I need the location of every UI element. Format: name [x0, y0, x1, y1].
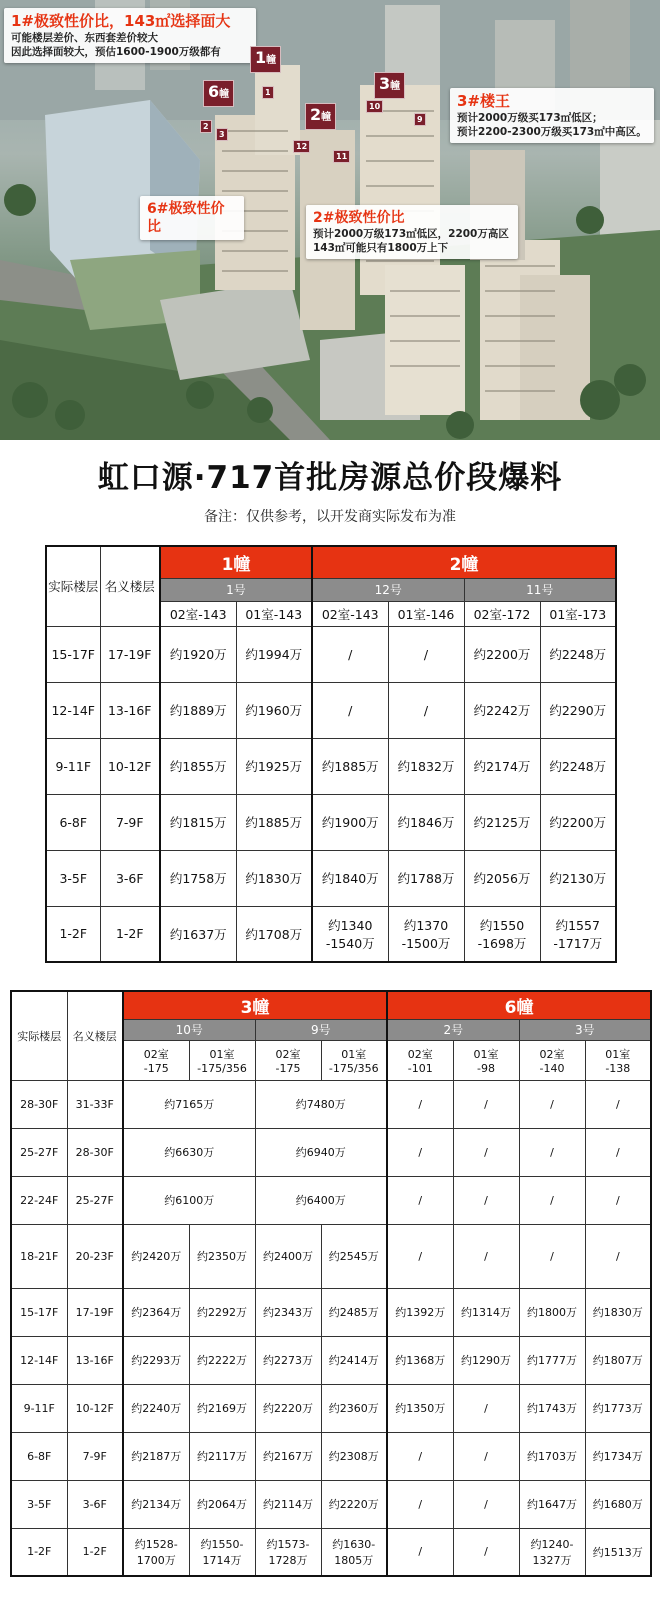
price-cell: 约1773万 [585, 1384, 651, 1432]
actual-floor-cell: 9-11F [11, 1384, 67, 1432]
price-cell: 约1368万 [387, 1336, 453, 1384]
price-cell: 约1889万 [160, 682, 236, 738]
price-cell: 约2169万 [189, 1384, 255, 1432]
price-cell: / [519, 1224, 585, 1288]
room-type-header: 01室 -98 [453, 1040, 519, 1080]
header-actual-floor: 实际楼层 [46, 546, 100, 626]
table-row [46, 626, 616, 682]
actual-floor-cell: 18-21F [11, 1224, 67, 1288]
building-2-marker [305, 103, 336, 130]
table-row [11, 1480, 651, 1528]
price-cell: / [312, 626, 388, 682]
table-row [11, 1176, 651, 1224]
nominal-floor-cell: 13-16F [100, 682, 160, 738]
header-nominal-floor: 名义楼层 [100, 546, 160, 626]
price-cell: 约1994万 [236, 626, 312, 682]
building-6-number: 6 [208, 82, 220, 101]
nominal-floor-cell: 7-9F [100, 794, 160, 850]
header-building-1: 1幢 [160, 546, 312, 578]
price-table-buildings-3-6 [10, 990, 652, 1577]
nominal-floor-cell: 20-23F [67, 1224, 123, 1288]
unit-10-marker: 10 [366, 100, 383, 113]
nominal-floor-cell: 7-9F [67, 1432, 123, 1480]
table-row [46, 738, 616, 794]
callout-1-line: 可能楼层差价、东西套差价较大 [11, 32, 158, 44]
unit-2-marker: 2 [200, 120, 212, 133]
price-cell: / [453, 1176, 519, 1224]
price-cell: / [388, 626, 464, 682]
price-cell: 约2292万 [189, 1288, 255, 1336]
nominal-floor-cell: 10-12F [100, 738, 160, 794]
price-cell: 约1290万 [453, 1336, 519, 1384]
price-cell: 约2350万 [189, 1224, 255, 1288]
price-cell: 约2293万 [123, 1336, 189, 1384]
table-row [46, 682, 616, 738]
actual-floor-cell: 15-17F [11, 1288, 67, 1336]
price-cell: 约1777万 [519, 1336, 585, 1384]
actual-floor-cell: 1-2F [11, 1528, 67, 1576]
price-cell: 约1550 -1698万 [464, 906, 540, 962]
callout-building-3 [450, 88, 654, 143]
room-type-header: 01室-173 [540, 601, 616, 626]
price-cell: 约2485万 [321, 1288, 387, 1336]
room-type-header: 02室-143 [312, 601, 388, 626]
price-cell: 约2248万 [540, 738, 616, 794]
room-type-header: 02室 -140 [519, 1040, 585, 1080]
price-cell: 约1758万 [160, 850, 236, 906]
price-cell: / [453, 1480, 519, 1528]
nominal-floor-cell: 25-27F [67, 1176, 123, 1224]
price-cell: 约1557 -1717万 [540, 906, 616, 962]
price-cell: / [585, 1080, 651, 1128]
building-1-suffix: 幢 [266, 55, 277, 66]
header-unit-10: 10号 [123, 1019, 255, 1040]
unit-1-marker: 1 [262, 86, 274, 99]
price-cell: 约1392万 [387, 1288, 453, 1336]
price-cell: 约2240万 [123, 1384, 189, 1432]
price-cell: 约1900万 [312, 794, 388, 850]
price-cell: 约2114万 [255, 1480, 321, 1528]
table-row [11, 1080, 651, 1128]
table-row [46, 794, 616, 850]
price-cell: 约1832万 [388, 738, 464, 794]
price-cell: 约2167万 [255, 1432, 321, 1480]
table-row [11, 1432, 651, 1480]
building-6-suffix: 幢 [219, 89, 230, 100]
price-cell: / [453, 1128, 519, 1176]
price-cell: 约2400万 [255, 1224, 321, 1288]
price-cell: 约1340 -1540万 [312, 906, 388, 962]
building-2-number: 2 [310, 105, 322, 124]
aerial-rendering [0, 0, 660, 440]
price-cell: 约2174万 [464, 738, 540, 794]
price-cell: 约2222万 [189, 1336, 255, 1384]
price-cell: 约7480万 [255, 1080, 387, 1128]
price-cell: / [453, 1080, 519, 1128]
page-title: 虹口源·717首批房源总价段爆料 [97, 460, 563, 496]
unit-3-marker: 3 [216, 128, 228, 141]
room-type-header: 01室 -138 [585, 1040, 651, 1080]
room-type-header: 01室 -175/356 [189, 1040, 255, 1080]
table-row [11, 1528, 651, 1576]
nominal-floor-cell: 17-19F [67, 1288, 123, 1336]
price-cell: 约2273万 [255, 1336, 321, 1384]
header-unit-11: 11号 [464, 578, 616, 601]
disclaimer-note: 备注：仅供参考，以开发商实际发布为准 [204, 509, 456, 525]
building-3-number: 3 [379, 74, 391, 93]
actual-floor-cell: 25-27F [11, 1128, 67, 1176]
actual-floor-cell: 22-24F [11, 1176, 67, 1224]
price-cell: / [519, 1176, 585, 1224]
nominal-floor-cell: 1-2F [67, 1528, 123, 1576]
price-cell: 约7165万 [123, 1080, 255, 1128]
header-nominal-floor: 名义楼层 [67, 991, 123, 1080]
price-cell: 约1734万 [585, 1432, 651, 1480]
price-cell: 约1370 -1500万 [388, 906, 464, 962]
price-cell: 约2343万 [255, 1288, 321, 1336]
price-cell: 约1708万 [236, 906, 312, 962]
price-cell: 约2420万 [123, 1224, 189, 1288]
price-cell: 约1513万 [585, 1528, 651, 1576]
header-building-3: 3幢 [123, 991, 387, 1019]
price-cell: 约1743万 [519, 1384, 585, 1432]
price-cell: / [387, 1480, 453, 1528]
price-cell: 约1830万 [236, 850, 312, 906]
room-type-header: 02室 -175 [123, 1040, 189, 1080]
header-building-2: 2幢 [312, 546, 616, 578]
price-cell: 约1885万 [312, 738, 388, 794]
unit-11-marker: 11 [333, 150, 350, 163]
price-cell: 约1846万 [388, 794, 464, 850]
room-type-header: 01室-143 [236, 601, 312, 626]
price-cell: / [387, 1128, 453, 1176]
price-cell: / [453, 1224, 519, 1288]
unit-9-marker: 9 [414, 113, 426, 126]
price-cell: 约1807万 [585, 1336, 651, 1384]
price-cell: 约1314万 [453, 1288, 519, 1336]
callout-building-6 [140, 196, 244, 240]
price-cell: / [387, 1176, 453, 1224]
callout-3-title: 3#楼王 [457, 92, 511, 110]
price-cell: / [387, 1080, 453, 1128]
nominal-floor-cell: 28-30F [67, 1128, 123, 1176]
callout-building-2 [306, 205, 518, 259]
price-cell: 约1240- 1327万 [519, 1528, 585, 1576]
price-cell: 约1573- 1728万 [255, 1528, 321, 1576]
price-cell: 约2200万 [540, 794, 616, 850]
price-cell: 约2220万 [321, 1480, 387, 1528]
building-1-number: 1 [255, 48, 267, 67]
price-cell: 约1637万 [160, 906, 236, 962]
room-type-header: 02室 -101 [387, 1040, 453, 1080]
price-cell: 约1703万 [519, 1432, 585, 1480]
callout-3-line: 预计2200-2300万级买173㎡中高区。 [457, 126, 647, 138]
actual-floor-cell: 28-30F [11, 1080, 67, 1128]
price-cell: 约1550- 1714万 [189, 1528, 255, 1576]
callout-2-line: 143㎡可能只有1800万上下 [313, 242, 449, 254]
price-cell: / [519, 1080, 585, 1128]
room-type-header: 02室 -175 [255, 1040, 321, 1080]
price-cell: 约1350万 [387, 1384, 453, 1432]
callout-2-title: 2#极致性价比 [313, 210, 405, 226]
price-cell: 约1960万 [236, 682, 312, 738]
nominal-floor-cell: 3-6F [100, 850, 160, 906]
table-row [11, 1336, 651, 1384]
price-cell: 约2545万 [321, 1224, 387, 1288]
header-actual-floor: 实际楼层 [11, 991, 67, 1080]
price-cell: 约2056万 [464, 850, 540, 906]
header-building-6: 6幢 [387, 991, 651, 1019]
price-cell: 约2064万 [189, 1480, 255, 1528]
nominal-floor-cell: 1-2F [100, 906, 160, 962]
price-cell: 约2414万 [321, 1336, 387, 1384]
nominal-floor-cell: 13-16F [67, 1336, 123, 1384]
header-unit-2: 2号 [387, 1019, 519, 1040]
price-cell: 约2130万 [540, 850, 616, 906]
actual-floor-cell: 9-11F [46, 738, 100, 794]
price-cell: 约2290万 [540, 682, 616, 738]
callout-1-line: 因此选择面较大，预估1600-1900万级都有 [11, 46, 221, 58]
building-6-marker [203, 80, 234, 107]
price-cell: / [585, 1128, 651, 1176]
building-1-marker [250, 46, 281, 73]
header-unit-3: 3号 [519, 1019, 651, 1040]
price-table-buildings-1-2 [45, 545, 617, 963]
price-cell: 约2248万 [540, 626, 616, 682]
building-3-marker [374, 72, 405, 99]
room-type-header: 01室-146 [388, 601, 464, 626]
building-3-suffix: 幢 [390, 81, 401, 92]
price-cell: 约2220万 [255, 1384, 321, 1432]
price-cell: / [388, 682, 464, 738]
price-cell: 约6400万 [255, 1176, 387, 1224]
actual-floor-cell: 6-8F [11, 1432, 67, 1480]
table-row [11, 1384, 651, 1432]
callout-building-1 [4, 8, 256, 63]
price-cell: / [387, 1528, 453, 1576]
price-cell: / [453, 1528, 519, 1576]
price-cell: 约2308万 [321, 1432, 387, 1480]
price-cell: 约2134万 [123, 1480, 189, 1528]
price-cell: 约2242万 [464, 682, 540, 738]
price-cell: / [387, 1432, 453, 1480]
actual-floor-cell: 12-14F [11, 1336, 67, 1384]
unit-12-marker: 12 [293, 140, 310, 153]
callout-3-line: 预计2000万级买173㎡低区； [457, 112, 603, 124]
callout-6-title: 6#极致性价比 [147, 201, 225, 235]
price-cell: / [519, 1128, 585, 1176]
nominal-floor-cell: 17-19F [100, 626, 160, 682]
price-cell: 约1788万 [388, 850, 464, 906]
price-cell: 约1840万 [312, 850, 388, 906]
price-cell: 约2200万 [464, 626, 540, 682]
nominal-floor-cell: 10-12F [67, 1384, 123, 1432]
price-cell: / [453, 1384, 519, 1432]
price-cell: / [387, 1224, 453, 1288]
nominal-floor-cell: 31-33F [67, 1080, 123, 1128]
nominal-floor-cell: 3-6F [67, 1480, 123, 1528]
price-cell: 约1647万 [519, 1480, 585, 1528]
price-cell: 约1528- 1700万 [123, 1528, 189, 1576]
price-cell: 约1925万 [236, 738, 312, 794]
callout-1-title: 1#极致性价比，143㎡选择面大 [11, 12, 231, 30]
price-cell: 约1800万 [519, 1288, 585, 1336]
price-cell: 约2360万 [321, 1384, 387, 1432]
actual-floor-cell: 3-5F [11, 1480, 67, 1528]
price-cell: / [585, 1224, 651, 1288]
price-cell: 约1630- 1805万 [321, 1528, 387, 1576]
price-cell: 约6940万 [255, 1128, 387, 1176]
price-cell: / [453, 1432, 519, 1480]
table-row [46, 850, 616, 906]
building-2-suffix: 幢 [321, 112, 332, 123]
price-cell: / [312, 682, 388, 738]
table-row [11, 1288, 651, 1336]
actual-floor-cell: 3-5F [46, 850, 100, 906]
price-cell: 约1920万 [160, 626, 236, 682]
actual-floor-cell: 6-8F [46, 794, 100, 850]
price-cell: 约6100万 [123, 1176, 255, 1224]
price-cell: / [585, 1176, 651, 1224]
price-cell: 约2364万 [123, 1288, 189, 1336]
table-row [11, 1224, 651, 1288]
price-cell: 约1680万 [585, 1480, 651, 1528]
room-type-header: 02室-143 [160, 601, 236, 626]
room-type-header: 01室 -175/356 [321, 1040, 387, 1080]
price-cell: 约1815万 [160, 794, 236, 850]
header-unit-9: 9号 [255, 1019, 387, 1040]
price-cell: 约2187万 [123, 1432, 189, 1480]
callout-2-line: 预计2000万级173㎡低区，2200万高区 [313, 228, 509, 240]
room-type-header: 02室-172 [464, 601, 540, 626]
actual-floor-cell: 1-2F [46, 906, 100, 962]
table-row [11, 1128, 651, 1176]
header-unit-12: 12号 [312, 578, 464, 601]
price-cell: 约1830万 [585, 1288, 651, 1336]
price-cell: 约2117万 [189, 1432, 255, 1480]
price-cell: 约1885万 [236, 794, 312, 850]
table-row [46, 906, 616, 962]
actual-floor-cell: 15-17F [46, 626, 100, 682]
actual-floor-cell: 12-14F [46, 682, 100, 738]
price-cell: 约6630万 [123, 1128, 255, 1176]
header-unit-1: 1号 [160, 578, 312, 601]
price-cell: 约2125万 [464, 794, 540, 850]
price-cell: 约1855万 [160, 738, 236, 794]
